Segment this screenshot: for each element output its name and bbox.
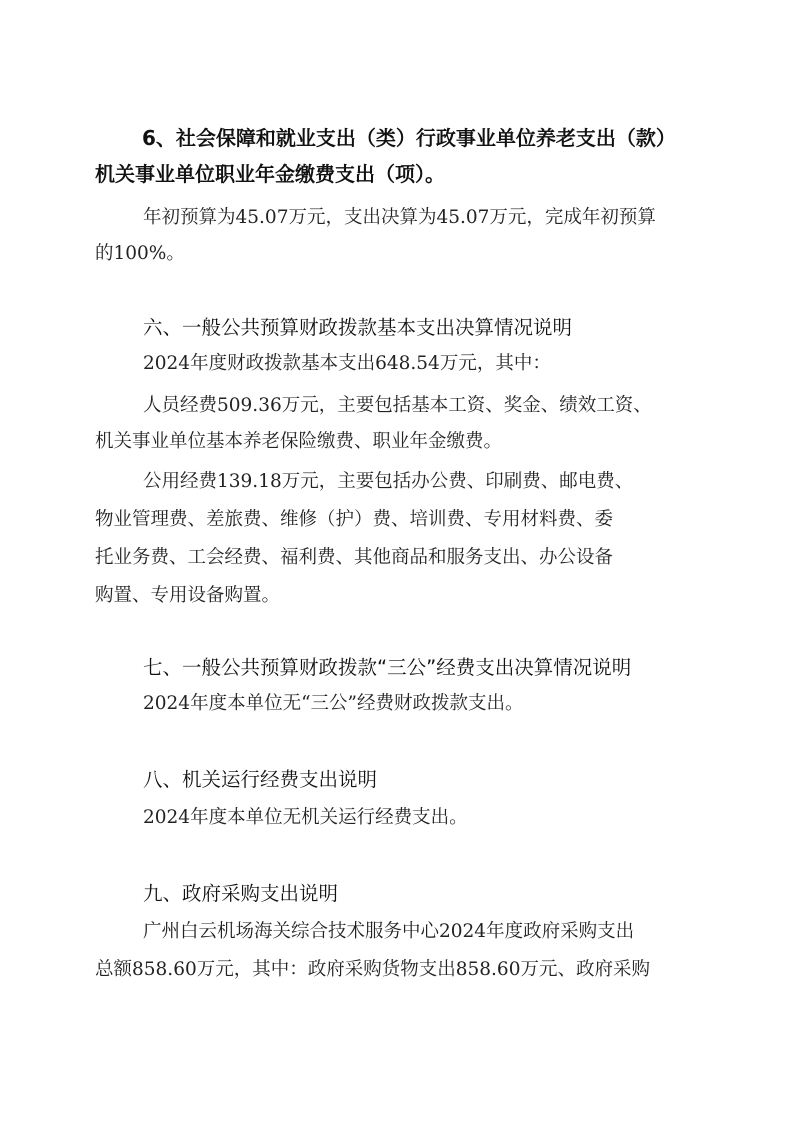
section-six-line3: 机关事业单位基本养老保险缴费、职业年金缴费。	[95, 431, 503, 452]
section-eight-line1: 2024年度本单位无机关运行经费支出。	[143, 807, 468, 828]
section-eight-heading: 八、机关运行经费支出说明	[143, 768, 378, 791]
section6-body-line1: 年初预算为45.07万元，支出决算为45.07万元，完成年初预算	[143, 207, 656, 228]
section-nine-heading: 九、政府采购支出说明	[143, 882, 339, 905]
section-six-heading: 六、一般公共预算财政拨款基本支出决算情况说明	[143, 316, 573, 339]
section-nine-line2: 总额858.60万元，其中：政府采购货物支出858.60万元、政府采购	[95, 959, 650, 980]
section6-title-line1: 6、社会保障和就业支出（类）行政事业单位养老支出（款）	[142, 126, 676, 150]
section-seven-line1: 2024年度本单位无“三公”经费财政拨款支出。	[143, 693, 524, 714]
section-nine-line1: 广州白云机场海关综合技术服务中心2024年度政府采购支出	[143, 921, 635, 942]
section6-title-line2: 机关事业单位职业年金缴费支出（项）。	[95, 162, 445, 186]
section-six-line7: 购置、专用设备购置。	[95, 585, 281, 606]
section6-body-line2: 的100%。	[95, 243, 185, 264]
section-six-line5: 物业管理费、差旅费、维修（护）费、培训费、专用材料费、委	[95, 509, 614, 530]
section-six-line1: 2024年度财政拨款基本支出648.54万元，其中：	[143, 353, 551, 374]
section-seven-heading: 七、一般公共预算财政拨款“三公”经费支出决算情况说明	[143, 656, 632, 679]
section-six-line2: 人员经费509.36万元，主要包括基本工资、奖金、绩效工资、	[143, 395, 652, 416]
section-six-line4: 公用经费139.18万元，主要包括办公费、印刷费、邮电费、	[143, 471, 634, 492]
section-six-line6: 托业务费、工会经费、福利费、其他商品和服务支出、办公设备	[95, 547, 614, 568]
